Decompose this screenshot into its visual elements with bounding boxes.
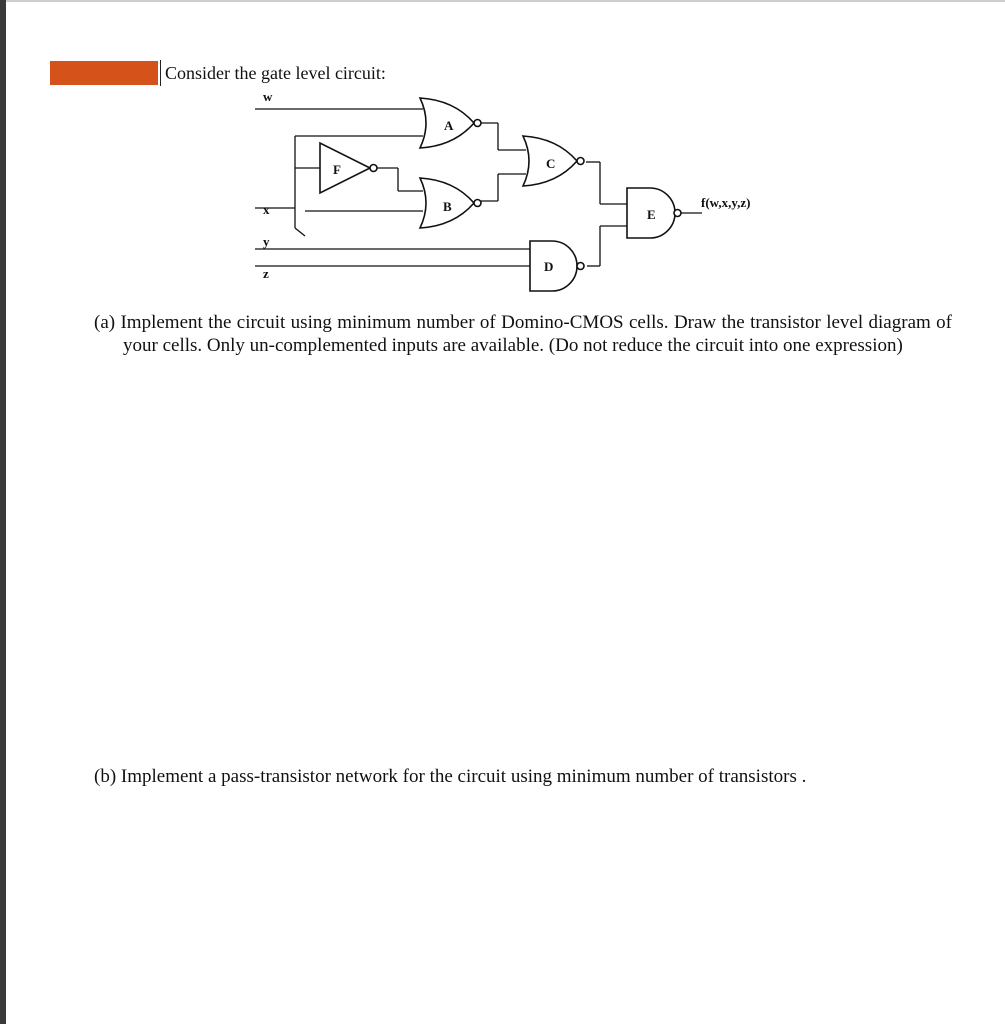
label-z: z (263, 266, 269, 281)
gate-d (530, 241, 584, 291)
question-b: (b) Implement a pass-transistor network for the circuit using minimum number of transistors . (94, 766, 807, 787)
page-top-border (6, 0, 1005, 2)
label-output: f(w,x,y,z) (701, 195, 751, 210)
redaction-block (50, 61, 158, 85)
gate-level-circuit (250, 86, 790, 296)
label-gate-e: E (647, 207, 656, 222)
label-gate-b: B (443, 199, 452, 214)
label-gate-f: F (333, 162, 341, 177)
label-y: y (263, 234, 270, 249)
question-a: (a) Implement the circuit using minimum number of Domino-CMOS cells. Draw the transistor level diagram of your cells. Only un-complemented inputs are available. (Do not reduce the circuit into one expression) (94, 312, 952, 356)
gate-f (320, 143, 377, 193)
label-w: w (263, 89, 273, 104)
label-gate-c: C (546, 156, 556, 171)
page-left-border (0, 0, 6, 1024)
label-x: x (263, 202, 270, 217)
label-gate-d: D (544, 259, 554, 274)
intro-text: Consider the gate level circuit: (160, 60, 386, 86)
label-gate-a: A (444, 118, 454, 133)
